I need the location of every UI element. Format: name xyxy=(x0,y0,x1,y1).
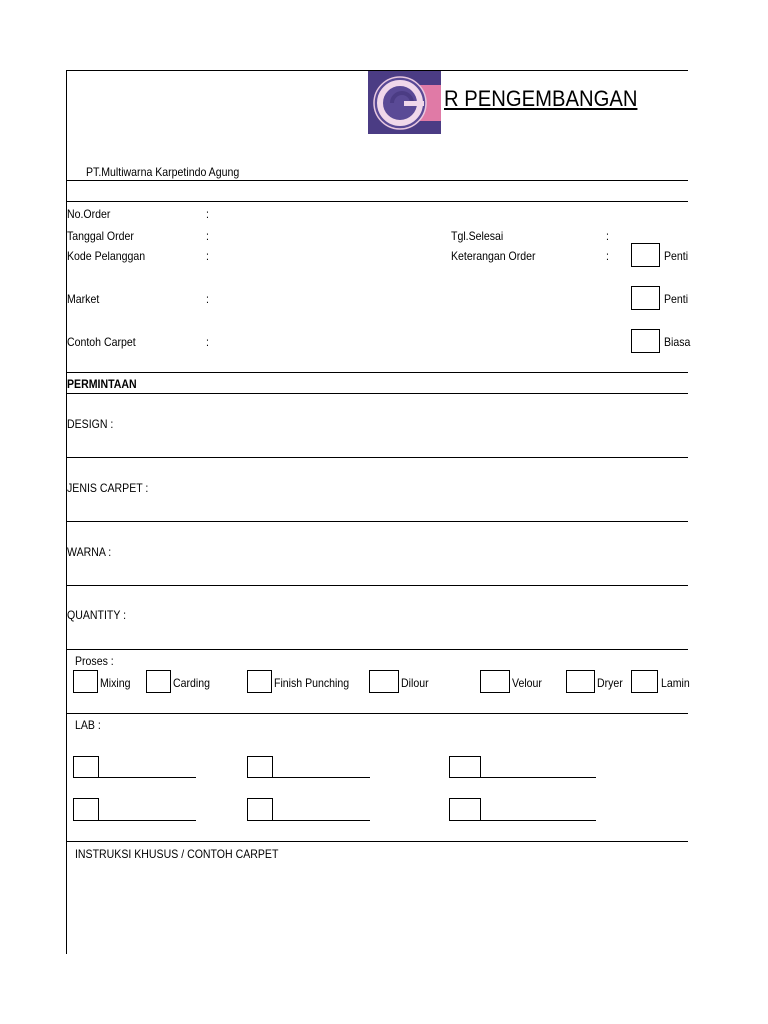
lab-checkbox-6[interactable] xyxy=(449,798,481,821)
lab-checkbox-4[interactable] xyxy=(73,798,99,821)
lab-divider xyxy=(66,841,688,842)
lab-line-2[interactable] xyxy=(273,777,370,778)
company-logo xyxy=(368,71,441,134)
permintaan-top-line xyxy=(66,372,688,373)
market-label: Market xyxy=(67,292,100,306)
company-name: PT.Multiwarna Karpetindo Agung xyxy=(86,165,240,179)
proses-checkbox-dilour[interactable] xyxy=(369,670,399,693)
lab-line-5[interactable] xyxy=(273,820,370,821)
lab-checkbox-5[interactable] xyxy=(247,798,273,821)
quantity-divider xyxy=(66,649,688,650)
lab-checkbox-2[interactable] xyxy=(247,756,273,778)
proses-label-carding: Carding xyxy=(173,676,210,690)
tanggal-order-colon: : xyxy=(206,229,209,243)
market-colon: : xyxy=(206,292,209,306)
no-order-colon: : xyxy=(206,207,209,221)
header-divider-2 xyxy=(66,201,688,202)
form-left-border xyxy=(66,70,67,954)
lab-line-1[interactable] xyxy=(99,777,196,778)
proses-label-finish-punching: Finish Punching xyxy=(274,676,350,690)
warna-label: WARNA : xyxy=(67,545,112,559)
lab-line-6[interactable] xyxy=(481,820,596,821)
contoh-carpet-colon: : xyxy=(206,335,209,349)
priority-checkbox-2[interactable] xyxy=(631,286,660,310)
proses-checkbox-finish-punching[interactable] xyxy=(247,670,272,693)
lab-checkbox-3[interactable] xyxy=(449,756,481,778)
quantity-label: QUANTITY : xyxy=(67,608,127,622)
keterangan-order-colon: : xyxy=(606,249,609,263)
priority-label-3: Biasa xyxy=(664,335,691,349)
proses-label-dryer: Dryer xyxy=(597,676,623,690)
warna-divider xyxy=(66,585,688,586)
proses-label-mixing: Mixing xyxy=(100,676,131,690)
lab-line-3[interactable] xyxy=(481,777,596,778)
proses-label: Proses : xyxy=(75,654,114,668)
tgl-selesai-label: Tgl.Selesai xyxy=(451,229,504,243)
proses-checkbox-lamin[interactable] xyxy=(631,670,658,693)
proses-divider xyxy=(66,713,688,714)
form-title: R PENGEMBANGAN xyxy=(444,86,638,111)
keterangan-order-label: Keterangan Order xyxy=(451,249,536,263)
lab-checkbox-1[interactable] xyxy=(73,756,99,778)
no-order-label: No.Order xyxy=(67,207,111,221)
tgl-selesai-colon: : xyxy=(606,229,609,243)
proses-label-velour: Velour xyxy=(512,676,542,690)
jenis-carpet-label: JENIS CARPET : xyxy=(67,481,149,495)
proses-checkbox-carding[interactable] xyxy=(146,670,171,693)
priority-checkbox-1[interactable] xyxy=(631,243,660,267)
lab-label: LAB : xyxy=(75,718,101,732)
jenis-carpet-divider xyxy=(66,521,688,522)
proses-checkbox-velour[interactable] xyxy=(480,670,510,693)
tanggal-order-label: Tanggal Order xyxy=(67,229,134,243)
priority-checkbox-3[interactable] xyxy=(631,329,660,353)
design-label: DESIGN : xyxy=(67,417,114,431)
priority-label-1: Penti xyxy=(664,249,689,263)
lab-line-4[interactable] xyxy=(99,820,196,821)
proses-label-dilour: Dilour xyxy=(401,676,429,690)
proses-checkbox-mixing[interactable] xyxy=(73,670,98,693)
proses-checkbox-dryer[interactable] xyxy=(566,670,595,693)
permintaan-bottom-line xyxy=(66,393,688,394)
design-divider xyxy=(66,457,688,458)
header-divider-1 xyxy=(66,180,688,181)
instruksi-label: INSTRUKSI KHUSUS / CONTOH CARPET xyxy=(75,847,279,861)
contoh-carpet-label: Contoh Carpet xyxy=(67,335,136,349)
proses-label-lamin: Lamin xyxy=(661,676,690,690)
kode-pelanggan-colon: : xyxy=(206,249,209,263)
permintaan-heading: PERMINTAAN xyxy=(67,377,137,391)
priority-label-2: Penti xyxy=(664,292,689,306)
kode-pelanggan-label: Kode Pelanggan xyxy=(67,249,146,263)
